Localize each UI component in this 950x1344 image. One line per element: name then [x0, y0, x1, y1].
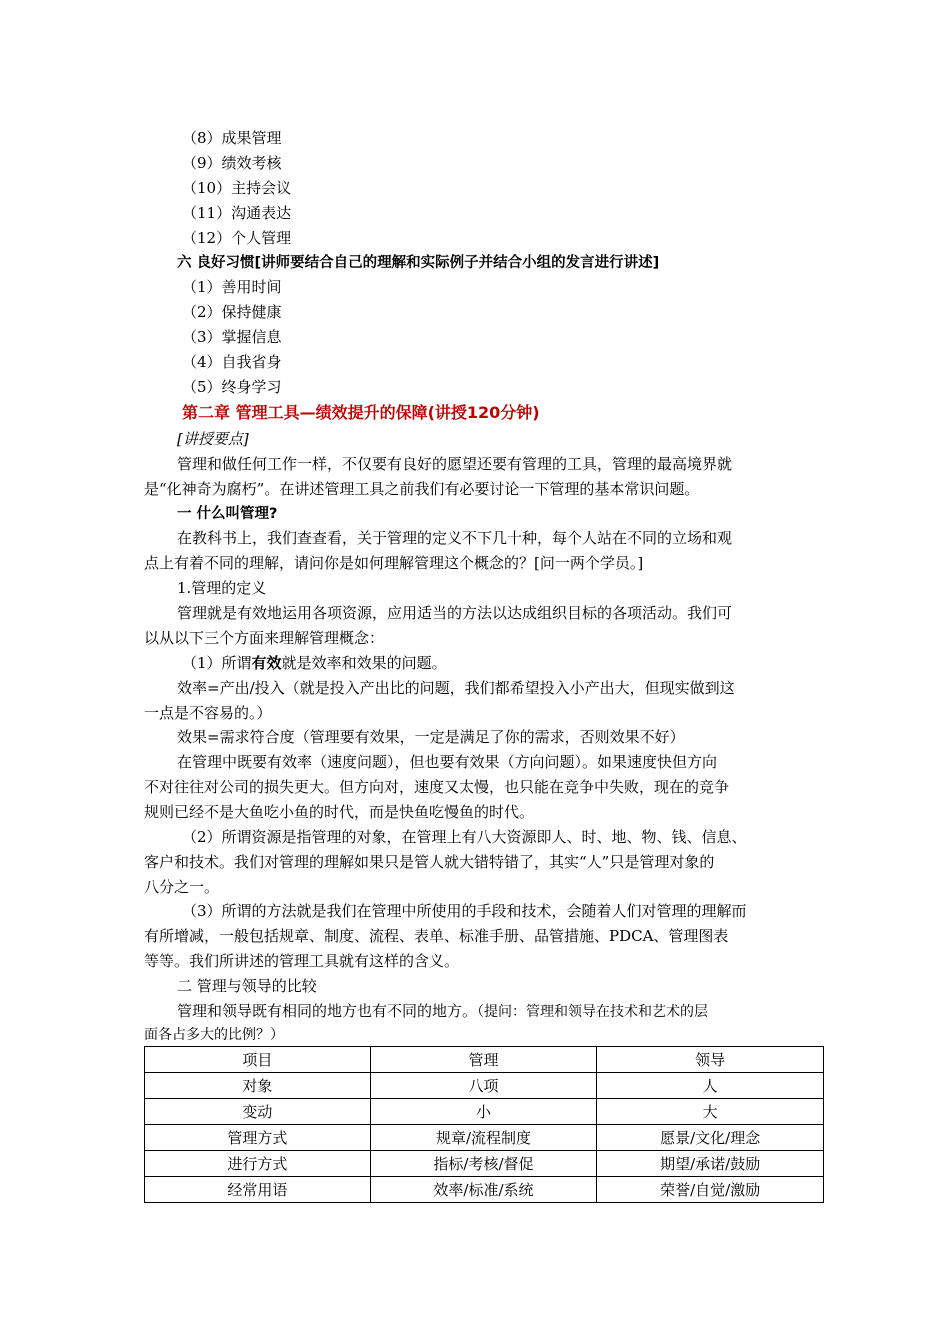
list-item: （12）个人管理 [182, 229, 292, 247]
table-cell: 人 [597, 1073, 824, 1099]
list-item: （4）自我省身 [182, 353, 282, 371]
list-item: （9）绩效考核 [182, 154, 282, 172]
emphasis-text: 有效 [251, 654, 282, 672]
table-header: 项目 [145, 1047, 371, 1073]
table-cell: 愿景/文化/理念 [597, 1125, 824, 1151]
table-cell: 效率/标准/系统 [370, 1177, 597, 1203]
text-run: 管理和领导既有相同的地方也有不同的地方。 [177, 1002, 478, 1020]
table-cell: 小 [370, 1099, 597, 1125]
paragraph-line: 效果=需求符合度（管理要有效果，一定是满足了你的需求，否则效果不好） [177, 728, 685, 746]
list-item: （1）善用时间 [182, 278, 282, 296]
comparison-table [144, 1046, 824, 1203]
table-cell: 期望/承诺/鼓励 [597, 1151, 824, 1177]
paragraph-line: 等等。我们所讲述的管理工具就有这样的含义。 [144, 952, 460, 970]
section-heading: 二 管理与领导的比较 [177, 977, 317, 995]
table-cell: 规章/流程制度 [370, 1125, 597, 1151]
list-item: （11）沟通表达 [182, 204, 292, 222]
section-heading: 一 什么叫管理? [177, 506, 278, 522]
text-run: （1）所谓 [182, 654, 252, 672]
paragraph-line: 规则已经不是大鱼吃小鱼的时代，而是快鱼吃慢鱼的时代。 [144, 803, 535, 821]
paragraph-line: 管理就是有效地运用各项资源，应用适当的方法以达成组织目标的各项活动。我们可 [177, 604, 733, 622]
table-cell: 荣誉/自觉/激励 [597, 1177, 824, 1203]
question-note: 面各占多大的比例？） [144, 1027, 284, 1043]
table-cell: 管理方式 [145, 1125, 371, 1151]
paragraph-line [182, 652, 447, 674]
key-points-label: [讲授要点] [177, 430, 249, 448]
list-item: （2）保持健康 [182, 303, 282, 321]
paragraph-line: 在管理中既要有效率（速度问题），但也要有效果（方向问题）。如果速度快但方向 [177, 753, 718, 771]
subsection-heading: 1.管理的定义 [177, 579, 267, 597]
table-header: 领导 [597, 1047, 824, 1073]
table-cell: 指标/考核/督促 [370, 1151, 597, 1177]
table-row [145, 1073, 824, 1099]
paragraph-line: 客户和技术。我们对管理的理解如果只是管人就大错特错了，其实“人”只是管理对象的 [144, 853, 715, 871]
table-header: 管理 [370, 1047, 597, 1073]
table-header-row [145, 1047, 824, 1073]
section-heading: 六 良好习惯[讲师要结合自己的理解和实际例子并结合小组的发言进行讲述] [177, 255, 660, 271]
table-cell: 大 [597, 1099, 824, 1125]
paragraph-line: 一点是不容易的。） [144, 704, 272, 722]
question-note: （提问：管理和领导在技术和艺术的层 [477, 1004, 709, 1020]
table-row [145, 1099, 824, 1125]
paragraph-line: 效率=产出/投入（就是投入产出比的问题，我们都希望投入小产出大，但现实做到这 [177, 679, 735, 697]
list-item: （10）主持会议 [182, 179, 292, 197]
paragraph-line: 有所增减，一般包括规章、制度、流程、表单、标准手册、品管措施、PDCA、管理图表 [144, 927, 729, 945]
chapter-title: 第二章 管理工具—绩效提升的保障(讲授120分钟) [182, 403, 540, 422]
table-cell: 对象 [145, 1073, 371, 1099]
list-item: （3）掌握信息 [182, 328, 282, 346]
paragraph-line: 是“化神奇为腐朽”。在讲述管理工具之前我们有必要讨论一下管理的基本常识问题。 [144, 480, 700, 498]
table-cell: 进行方式 [145, 1151, 371, 1177]
table-cell: 八项 [370, 1073, 597, 1099]
paragraph-line: 在教科书上，我们查查看，关于管理的定义不下几十种，每个人站在不同的立场和观 [177, 529, 733, 547]
table-cell: 变动 [145, 1099, 371, 1125]
text-run: 就是效率和效果的问题。 [281, 654, 447, 672]
paragraph-line: 不对往往对公司的损失更大。但方向对，速度又太慢，也只能在竞争中失败，现在的竞争 [144, 778, 730, 796]
paragraph-line: 管理和做任何工作一样，不仅要有良好的愿望还要有管理的工具，管理的最高境界就 [177, 455, 733, 473]
table-row [145, 1151, 824, 1177]
list-item: （8）成果管理 [182, 129, 282, 147]
paragraph-line: 以从以下三个方面来理解管理概念： [144, 629, 385, 647]
table-cell: 经常用语 [145, 1177, 371, 1203]
list-item: （5）终身学习 [182, 378, 282, 396]
paragraph-line: 八分之一。 [144, 878, 220, 896]
table-row [145, 1177, 824, 1203]
table-row [145, 1125, 824, 1151]
paragraph-line: 点上有着不同的理解，请问你是如何理解管理这个概念的？[问一两个学员。] [144, 554, 644, 572]
paragraph-line [177, 1000, 708, 1023]
paragraph-line: （2）所谓资源是指管理的对象，在管理上有八大资源即人、时、地、物、钱、信息、 [182, 828, 747, 846]
paragraph-line: （3）所谓的方法就是我们在管理中所使用的手段和技术，会随着人们对管理的理解而 [182, 902, 747, 920]
